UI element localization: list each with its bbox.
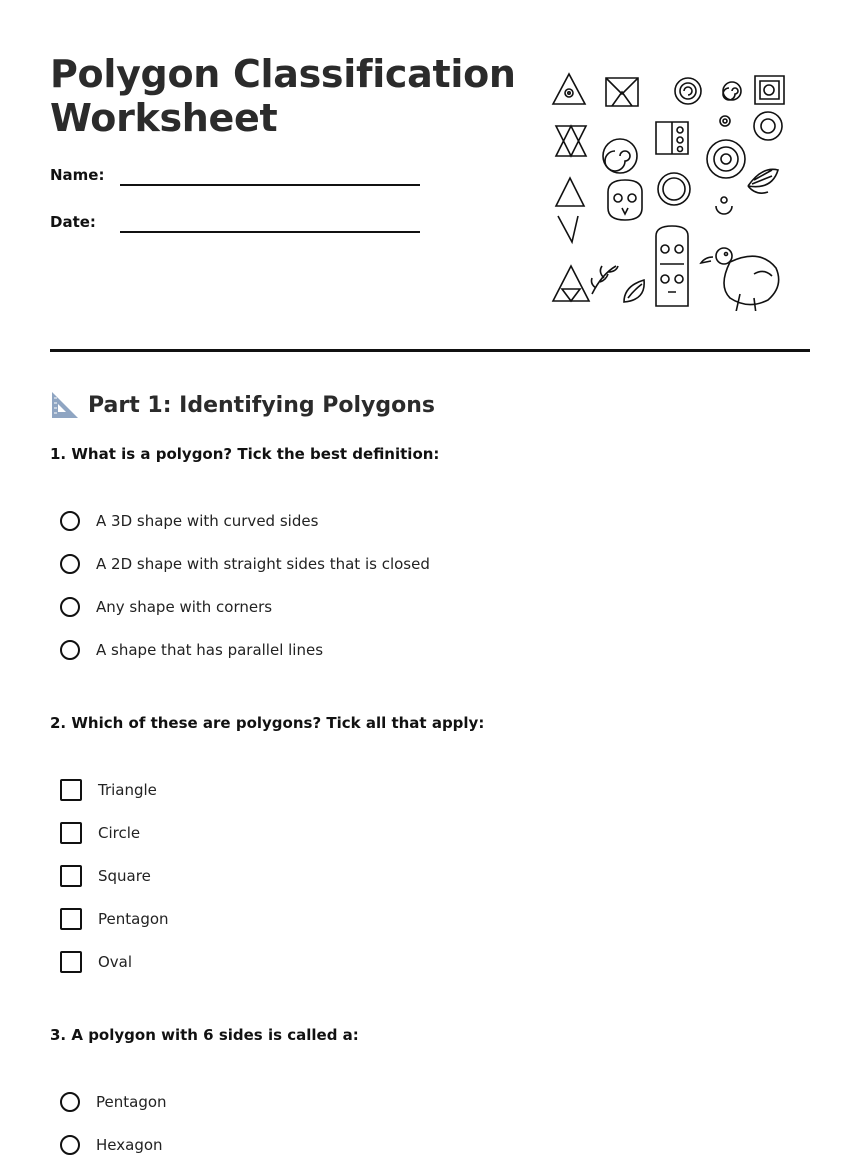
date-line[interactable] (120, 231, 420, 233)
q1-option-4[interactable] (60, 637, 323, 663)
q2-option-3[interactable] (60, 863, 151, 889)
header-divider (50, 349, 810, 352)
q3-option-1[interactable] (60, 1089, 167, 1115)
option-label: Pentagon (96, 1093, 167, 1111)
date-label: Date: (50, 213, 96, 231)
name-field (50, 166, 420, 196)
option-label: Square (98, 867, 151, 885)
option-label: Oval (98, 953, 133, 971)
name-label: Name: (50, 166, 105, 184)
radio-button[interactable] (60, 554, 80, 574)
question-2: 2. Which of these are polygons? Tick all that apply: (50, 714, 485, 732)
radio-button[interactable] (60, 597, 80, 617)
question-3: 3. A polygon with 6 sides is called a: (50, 1026, 359, 1044)
set-square-icon (50, 390, 80, 420)
option-label: Any shape with corners (96, 598, 273, 616)
q1-option-1[interactable] (60, 508, 318, 534)
checkbox[interactable] (60, 822, 82, 844)
checkbox[interactable] (60, 951, 82, 973)
q2-option-4[interactable] (60, 906, 169, 932)
option-label: Hexagon (96, 1136, 163, 1154)
name-line[interactable] (120, 184, 420, 186)
option-label: Circle (98, 824, 141, 842)
option-label: Triangle (98, 781, 157, 799)
option-label: A 2D shape with straight sides that is closed (96, 555, 430, 573)
option-label: A 3D shape with curved sides (96, 512, 319, 530)
q2-option-1[interactable] (60, 777, 157, 803)
q2-option-2[interactable] (60, 820, 140, 846)
question-1: 1. What is a polygon? Tick the best definition: (50, 445, 440, 463)
page-title: Polygon Classification Worksheet (50, 52, 516, 140)
part1-heading (50, 388, 435, 422)
maori-pattern-clipart-icon (548, 66, 793, 311)
checkbox[interactable] (60, 865, 82, 887)
radio-button[interactable] (60, 511, 80, 531)
q1-option-3[interactable] (60, 594, 272, 620)
radio-button[interactable] (60, 640, 80, 660)
q1-option-2[interactable] (60, 551, 430, 577)
worksheet-header (50, 52, 810, 312)
radio-button[interactable] (60, 1135, 80, 1155)
checkbox[interactable] (60, 779, 82, 801)
checkbox[interactable] (60, 908, 82, 930)
date-field (50, 213, 420, 243)
q2-option-5[interactable] (60, 949, 132, 975)
option-label: A shape that has parallel lines (96, 641, 324, 659)
section-title: Part 1: Identifying Polygons (88, 392, 436, 418)
q3-option-2[interactable] (60, 1132, 163, 1158)
option-label: Pentagon (98, 910, 169, 928)
radio-button[interactable] (60, 1092, 80, 1112)
